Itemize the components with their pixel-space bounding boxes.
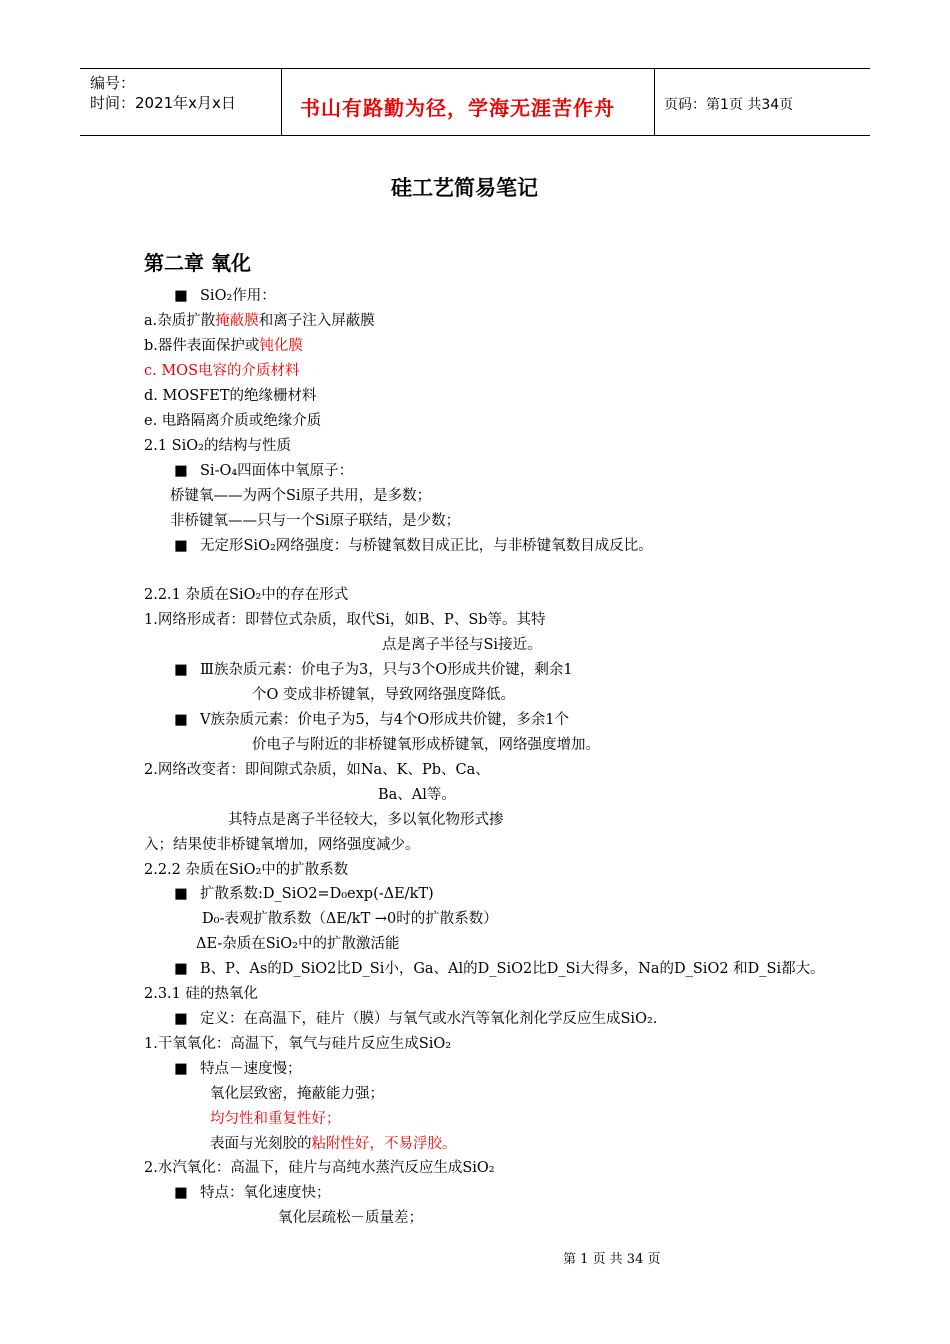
list-item: B、P、As的D_SiO2比D_Si小，Ga、Al的D_SiO2比D_Si大得多，Na的D_SiO2 和D_Si都大。 <box>200 961 825 977</box>
list-item: 2.水汽氧化：高温下，硅片与高纯水蒸汽反应生成SiO₂ <box>144 1160 495 1176</box>
bullet-icon: ■ <box>174 463 188 479</box>
header-motto: 书山有路勤为径，学海无涯苦作舟 <box>300 96 615 120</box>
list-item: 特点－速度慢； <box>200 1061 302 1077</box>
section-heading: 2.3.1 硅的热氧化 <box>144 986 259 1002</box>
section-heading: 2.1 SiO₂的结构与性质 <box>144 438 291 454</box>
list-item: c. MOS电容的介质材料 <box>144 363 300 379</box>
list-item: 非桥键氧——只与一个Si原子联结，是少数； <box>170 513 461 529</box>
list-item: Ba、Al等。 <box>378 787 456 803</box>
list-item: 入；结果使非桥键氧增加，网络强度减少。 <box>144 837 420 853</box>
list-item: d. MOSFET的绝缘栅材料 <box>144 388 317 404</box>
list-item: Si-O₄四面体中氧原子： <box>200 463 354 479</box>
chapter-heading: 第二章 氧化 <box>144 251 251 275</box>
list-item: 无定形SiO₂网络强度：与桥键氧数目成正比，与非桥键氧数目成反比。 <box>200 538 653 554</box>
page-footer: 第 1 页 共 34 页 <box>563 1252 661 1267</box>
header-top-border <box>80 68 870 69</box>
list-item: 价电子与附近的非桥键氧形成桥键氧，网络强度增加。 <box>252 737 600 753</box>
list-item: 均匀性和重复性好； <box>210 1111 341 1127</box>
list-item: 氧化层疏松－质量差； <box>278 1210 423 1226</box>
list-item: 定义：在高温下，硅片（膜）与氧气或水汽等氧化剂化学反应生成SiO₂. <box>200 1011 658 1027</box>
bullet-icon: ■ <box>174 712 188 728</box>
list-item: 氧化层致密，掩蔽能力强； <box>210 1086 384 1102</box>
header-bottom-border <box>80 135 870 136</box>
section-heading: 2.2.1 杂质在SiO₂中的存在形式 <box>144 587 349 603</box>
list-item: 桥键氧——为两个Si原子共用，是多数； <box>170 488 432 504</box>
list-item: SiO₂作用： <box>200 288 276 304</box>
list-item: 1.网络形成者：即替位式杂质，取代Si，如B、P、Sb等。其特 <box>144 612 546 628</box>
list-item: 其特点是离子半径较大，多以氧化物形式掺 <box>228 812 504 828</box>
list-item: e. 电路隔离介质或绝缘介质 <box>144 413 322 429</box>
header-divider-1 <box>281 68 282 136</box>
formula: 扩散系数:D_SiO2=D₀exp(-ΔE/kT) <box>200 886 434 902</box>
list-item: 特点：氧化速度快； <box>200 1185 331 1201</box>
date-label: 时间：2021年x月x日 <box>90 94 236 112</box>
list-item: 表面与光刻胶的粘附性好，不易浮胶。 <box>210 1136 457 1152</box>
list-item: 1.干氧氧化：高温下，氧气与硅片反应生成SiO₂ <box>144 1036 452 1052</box>
bullet-icon: ■ <box>174 662 188 678</box>
header-divider-2 <box>654 68 655 136</box>
bullet-icon: ■ <box>174 1011 188 1027</box>
document-title: 硅工艺简易笔记 <box>391 176 538 200</box>
formula-note: ΔE-杂质在SiO₂中的扩散激活能 <box>196 936 400 952</box>
bullet-icon: ■ <box>174 886 188 902</box>
list-item: b.器件表面保护或钝化膜 <box>144 338 303 354</box>
list-item: a.杂质扩散掩蔽膜和离子注入屏蔽膜 <box>144 313 375 329</box>
list-item: Ⅴ族杂质元素：价电子为5，与4个O形成共价键，多余1个 <box>200 712 570 728</box>
list-item: 点是离子半径与Si接近。 <box>382 637 542 653</box>
bullet-icon: ■ <box>174 961 188 977</box>
section-heading: 2.2.2 杂质在SiO₂中的扩散系数 <box>144 862 349 878</box>
formula-note: D₀-表观扩散系数（ΔE/kT →0时的扩散系数） <box>202 911 498 927</box>
page-info: 页码：第1页 共34页 <box>664 97 794 113</box>
list-item: Ⅲ族杂质元素：价电子为3，只与3个O形成共价键，剩余1 <box>200 662 573 678</box>
number-label: 编号： <box>90 74 136 92</box>
bullet-icon: ■ <box>174 1185 188 1201</box>
bullet-icon: ■ <box>174 288 188 304</box>
list-item: 2.网络改变者：即间隙式杂质，如Na、K、Pb、Ca、 <box>144 762 490 778</box>
bullet-icon: ■ <box>174 1061 188 1077</box>
bullet-icon: ■ <box>174 538 188 554</box>
list-item: 个O 变成非桥键氧，导致网络强度降低。 <box>252 687 515 703</box>
